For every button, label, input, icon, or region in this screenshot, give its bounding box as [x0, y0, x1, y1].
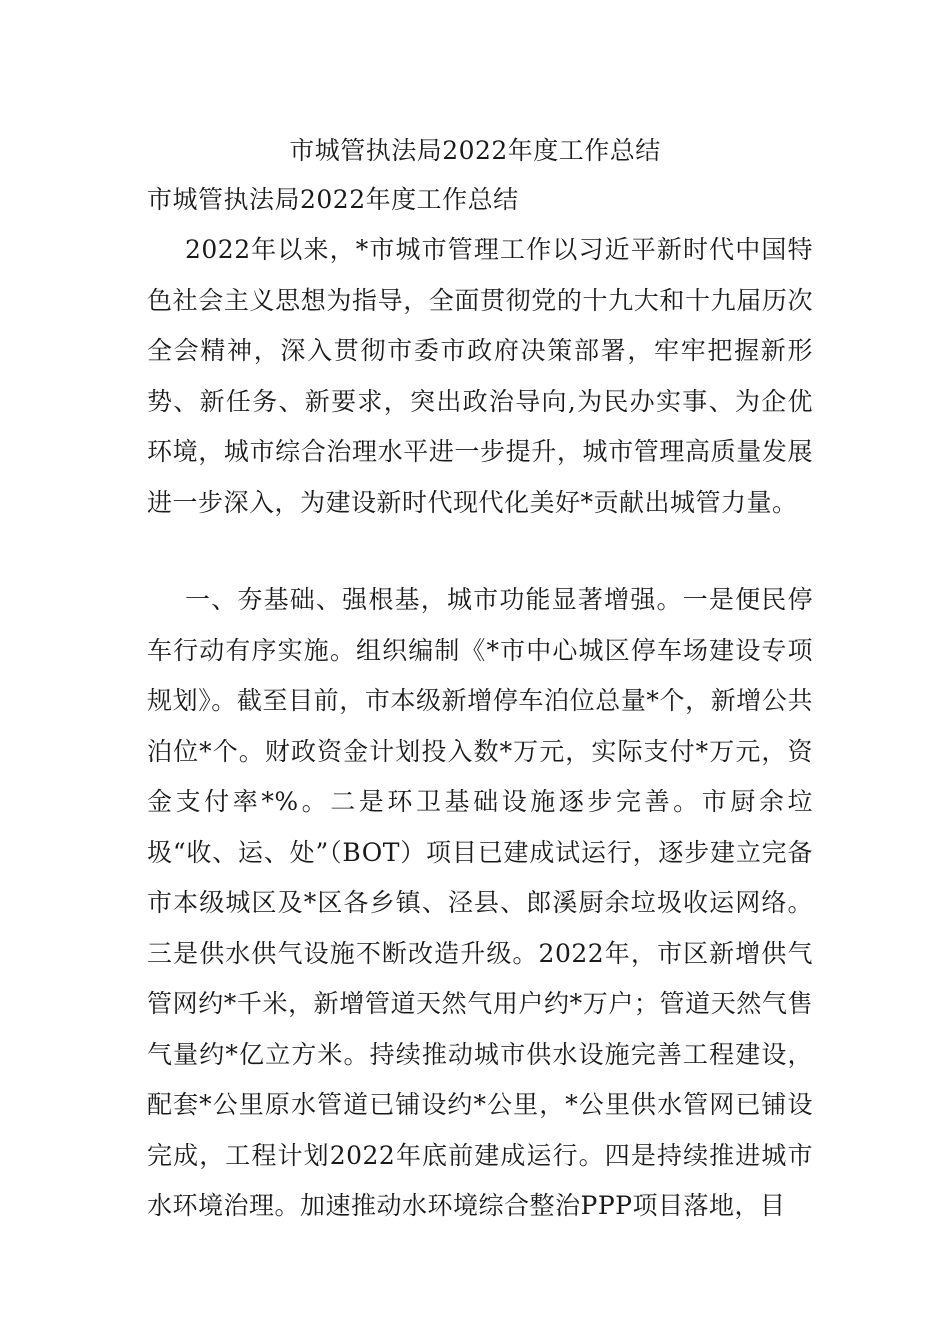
document-subtitle: 市城管执法局2022年度工作总结: [147, 185, 519, 214]
paragraph-section-one: 一、夯基础、强根基，城市功能显著增强。一是便民停车行动有序实施。组织编制《*市中心城区停车场建设专项规划》。截至目前，市本级新增停车泊位总量*个，新增公共泊位*个。财政资金计划投入数*万元，实际支付*万元，资金支付率*%。二是环卫基础设施逐步完善。市厨余垃圾“收、运、处”（BOT）项目已建成试运行，逐步建立完备市本级城区及*区各乡镇、泾县、郎溪厨余垃圾收运网络。三是供水供气设施不断改造升级。2022年，市区新增供气管网约*千米，新增管道天然气用户约*万户；管道天然气售气量约*亿立方米。持续推动城市供水设施完善工程建设，配套*公里原水管道已铺设约*公里，*公里供水管网已铺设完成，工程计划2022年底前建成运行。四是持续推进城市水环境治理。加速推动水环境综合整治PPP项目落地，目: [147, 585, 813, 1220]
page-title: 市城管执法局2022年度工作总结: [289, 136, 661, 165]
paragraph-intro: 2022年以来，*市城市管理工作以习近平新时代中国特色社会主义思想为指导，全面贯彻党的十九大和十九届历次全会精神，深入贯彻市委市政府决策部署，牢牢把握新形势、新任务、新要求，突出政治导向,为民办实事、为企优环境，城市综合治理水平进一步提升，城市管理高质量发展进一步深入，为建设新时代现代化美好*贡献出城管力量。: [147, 235, 813, 517]
